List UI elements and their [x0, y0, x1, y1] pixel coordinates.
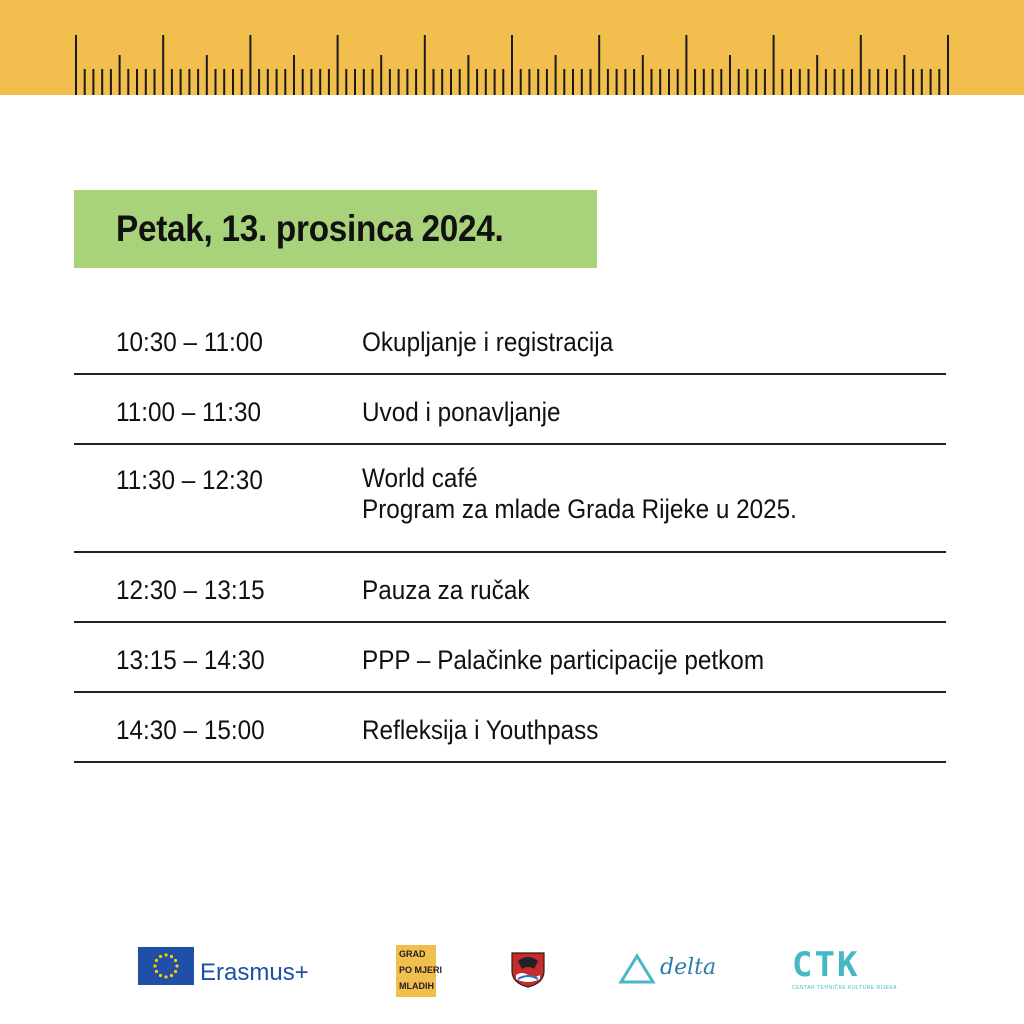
schedule-time: 12:30 – 13:15: [116, 575, 265, 605]
schedule-row: [74, 445, 946, 553]
eu-flag-icon: [138, 947, 194, 985]
grad-logo-line: PO MJERI: [399, 965, 443, 975]
schedule-activity: [362, 397, 561, 428]
schedule-activity-line: Okupljanje i registracija: [362, 327, 614, 357]
schedule-activity: [362, 645, 764, 676]
grad-logo-line: MLADIH: [399, 981, 434, 991]
ctk-logo: [792, 945, 898, 993]
schedule-table: [74, 305, 946, 763]
schedule-activity-line: Refleksija i Youthpass: [362, 715, 599, 745]
partner-logos: [0, 935, 1024, 1005]
schedule-activity: [362, 327, 613, 358]
grad-logo-line: GRAD: [399, 949, 426, 959]
schedule-activity: [362, 575, 529, 606]
triangle-icon: [618, 953, 656, 985]
schedule-activity-line: Pauza za ručak: [362, 575, 530, 605]
delta-logo: [618, 951, 728, 991]
schedule-time: 11:00 – 11:30: [116, 397, 262, 427]
schedule-row: [74, 623, 946, 693]
rijeka-coat-of-arms-icon: [510, 949, 546, 989]
schedule-time: 14:30 – 15:00: [116, 715, 265, 745]
date-header: [74, 190, 597, 268]
ctk-logo-text: CTK: [792, 945, 860, 985]
schedule-row: [74, 305, 946, 375]
schedule-time: 11:30 – 12:30: [116, 465, 263, 495]
schedule-row: [74, 693, 946, 763]
schedule-activity-line: Program za mlade Grada Rijeke u 2025.: [362, 494, 797, 524]
schedule-activity: [362, 463, 797, 525]
ruler-ticks-decoration: [0, 0, 1024, 95]
schedule-activity-line: World café: [362, 463, 478, 493]
erasmus-logo-text: Erasmus+: [200, 959, 309, 986]
schedule-activity-line: PPP – Palačinke participacije petkom: [362, 645, 765, 675]
schedule-activity-line: Uvod i ponavljanje: [362, 397, 561, 427]
ctk-logo-subtitle: CENTAR TEHNIČKE KULTURE RIJEKA: [792, 985, 898, 991]
schedule-activity: [362, 715, 598, 746]
schedule-time: 13:15 – 14:30: [116, 645, 265, 675]
date-title: Petak, 13. prosinca 2024.: [116, 208, 504, 249]
schedule-row: [74, 553, 946, 623]
schedule-time: 10:30 – 11:00: [116, 327, 263, 357]
grad-po-mjeri-mladih-logo: [396, 945, 443, 997]
schedule-row: [74, 375, 946, 445]
delta-logo-text: delta: [660, 955, 717, 980]
